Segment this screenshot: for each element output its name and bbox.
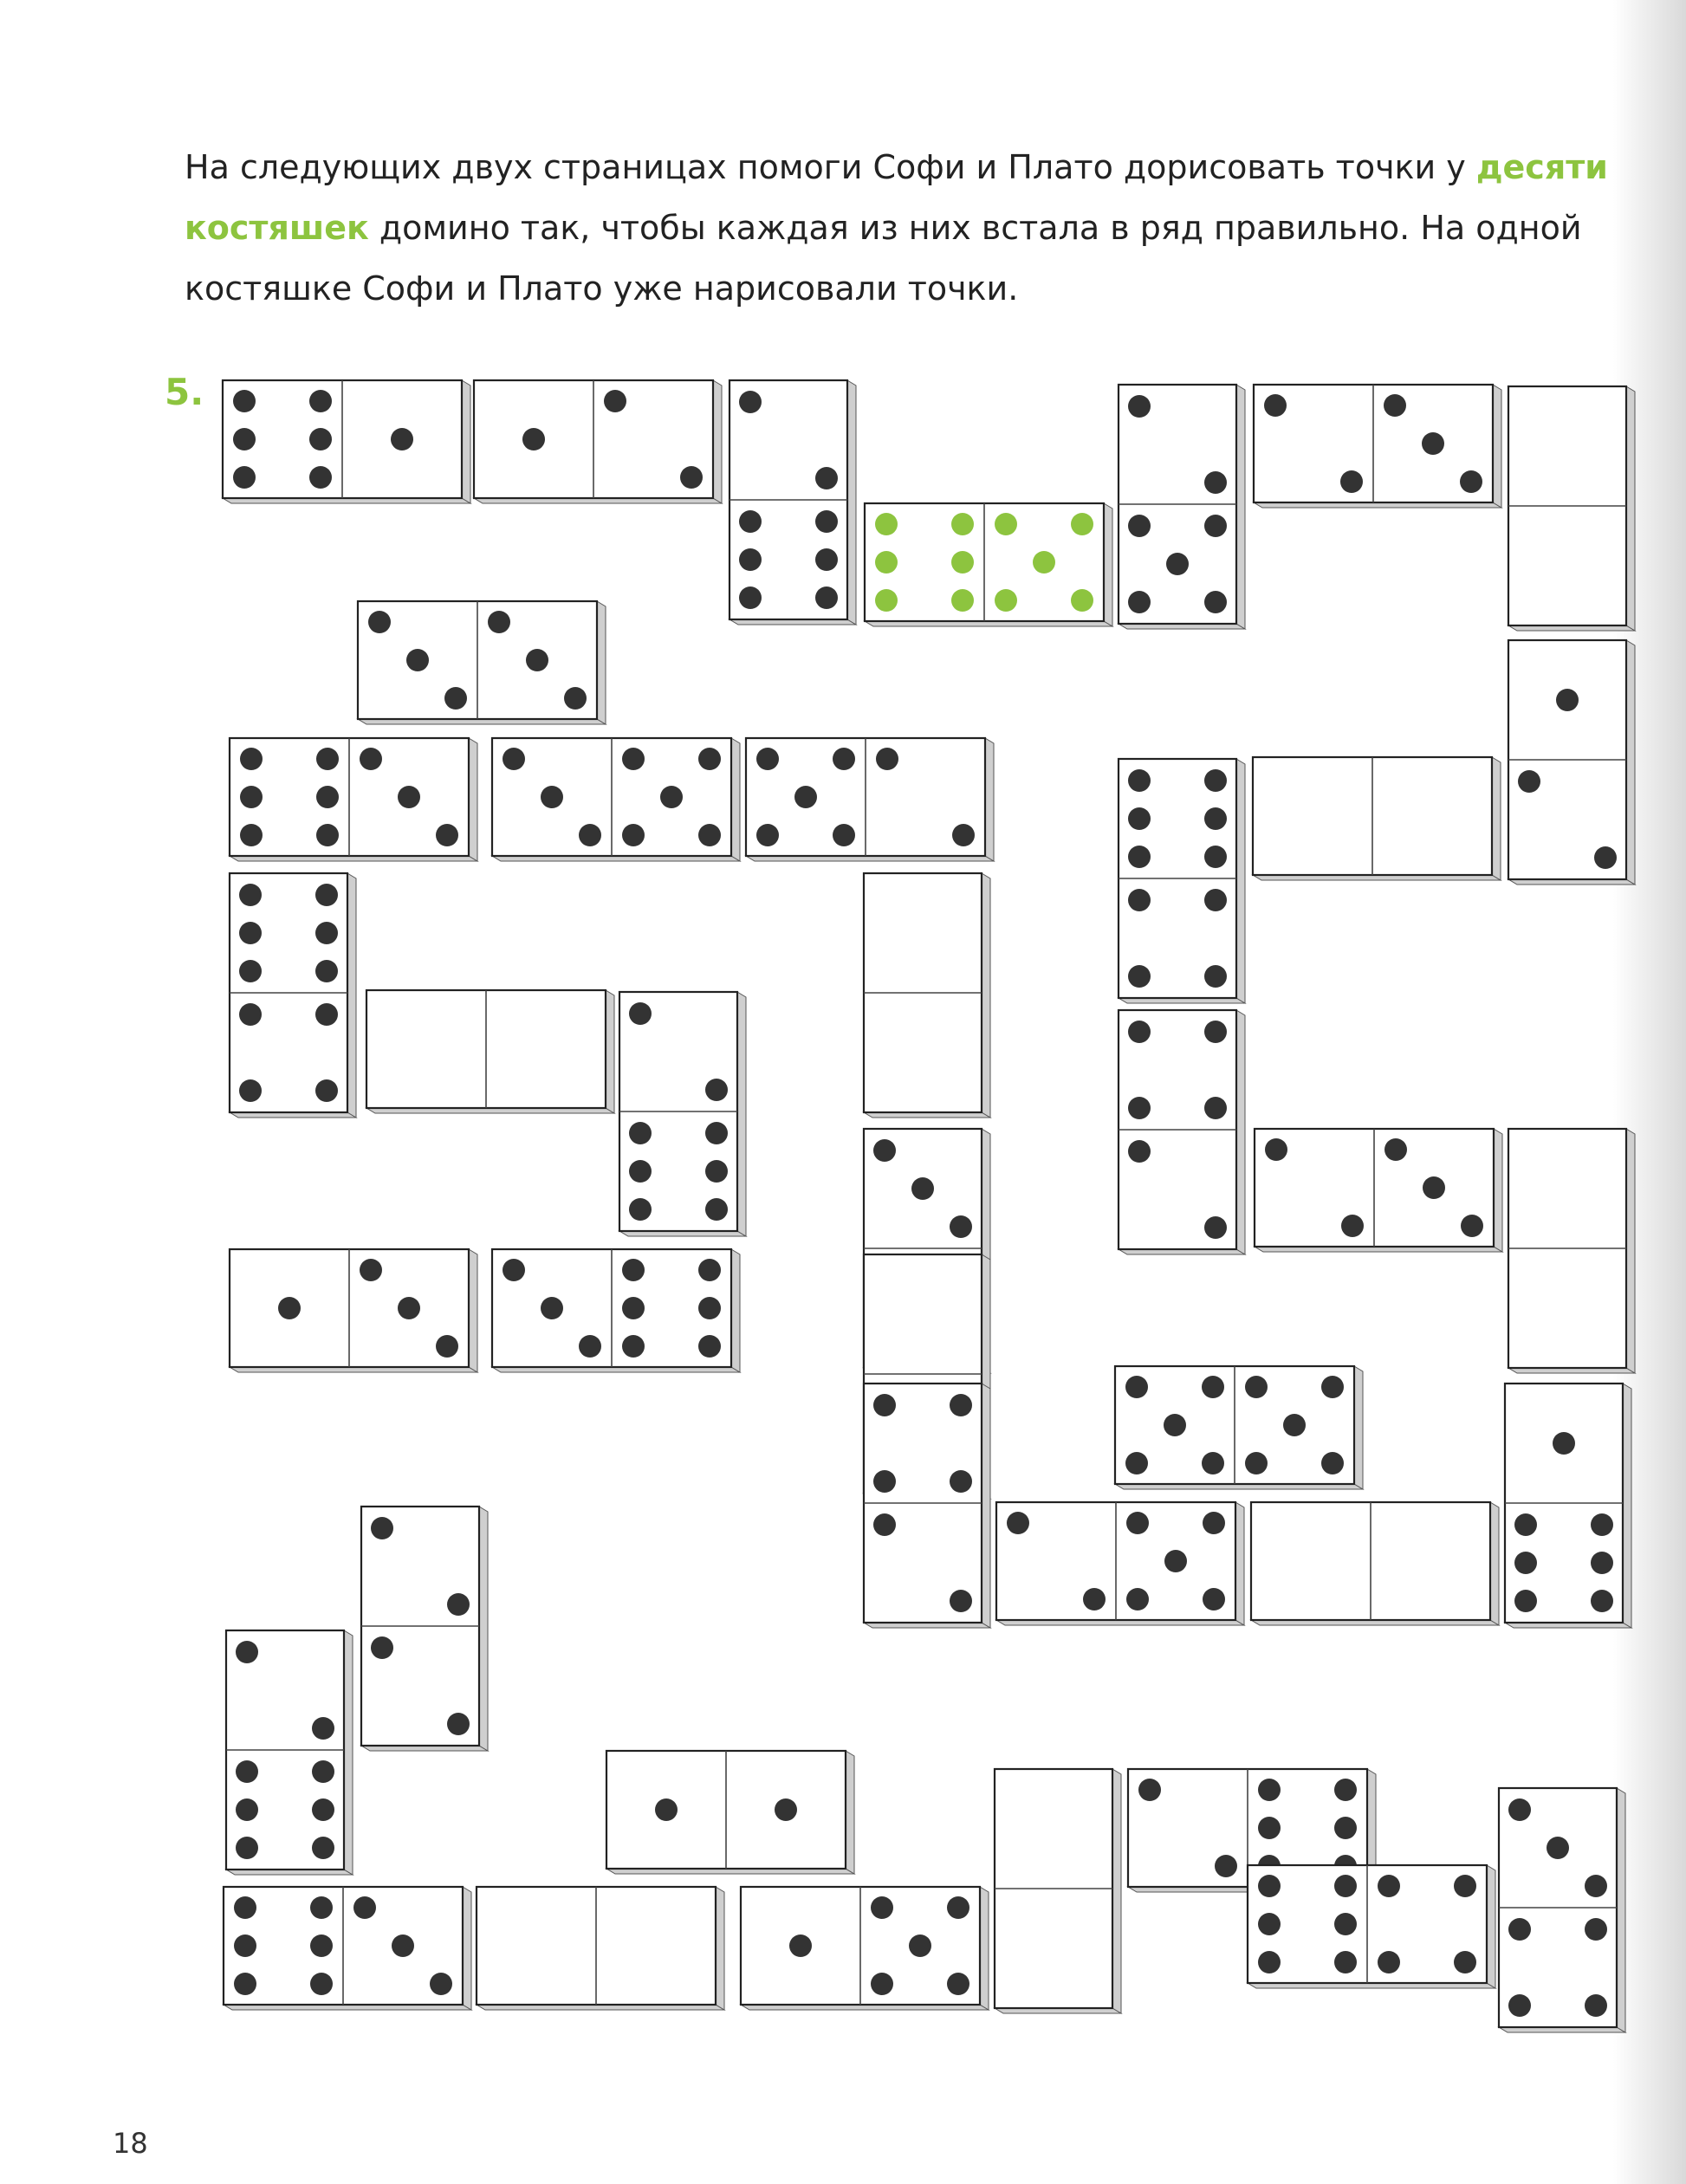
domino-tile[interactable] (1508, 1129, 1635, 1373)
domino-tile[interactable] (864, 1384, 990, 1628)
domino-38-half-b-pip-4 (947, 1973, 969, 1995)
domino-11-half-b-pip-1 (952, 824, 975, 846)
domino-31-half-b-pip-1 (312, 1760, 334, 1783)
domino-20-half-a-pip-0 (873, 1139, 896, 1162)
domino-3-half-a-pip-3 (951, 551, 974, 574)
domino-14-edge-right (347, 873, 356, 1118)
domino-19-half-a-pip-1 (1341, 1215, 1364, 1237)
domino-13-edge-right (1492, 757, 1501, 880)
domino-36-half-a-pip-5 (310, 1973, 333, 1995)
domino-31-half-b-pip-3 (312, 1798, 334, 1821)
domino-2-edge-right (847, 380, 856, 625)
domino-17-half-a-pip-1 (705, 1079, 728, 1101)
domino-tile[interactable] (230, 873, 356, 1118)
domino-2-half-a-pip-0 (739, 391, 762, 413)
domino-tile[interactable] (1248, 1865, 1495, 1988)
domino-39-half-b-pip-3 (1454, 1951, 1476, 1973)
domino-27-half-b-pip-0 (1514, 1513, 1537, 1536)
domino-26-half-a-pip-0 (1125, 1376, 1148, 1398)
domino-tile[interactable] (1499, 1788, 1625, 2032)
domino-0-half-a-pip-3 (309, 428, 332, 450)
domino-3-half-b-pip-3 (995, 589, 1017, 612)
domino-tile[interactable] (223, 380, 470, 503)
domino-1-edge-right (713, 380, 722, 503)
domino-17-half-b-pip-0 (629, 1122, 652, 1144)
domino-9-half-a-pip-0 (240, 748, 263, 770)
domino-14-half-a-pip-3 (315, 922, 338, 944)
domino-4-half-b-pip-2 (1166, 553, 1189, 575)
domino-35-half-a-pip-2 (1585, 1875, 1607, 1897)
domino-39-half-b-pip-1 (1454, 1875, 1476, 1897)
domino-tile[interactable] (730, 380, 856, 625)
domino-2-half-b-pip-0 (739, 510, 762, 533)
domino-10-half-b-pip-4 (698, 824, 721, 846)
domino-5-half-a-pip-0 (1264, 394, 1287, 417)
domino-23-half-b-pip-5 (698, 1335, 721, 1358)
domino-21-edge-right (1626, 1129, 1635, 1373)
domino-2-half-b-pip-3 (815, 548, 838, 571)
domino-34-half-b-pip-2 (1258, 1817, 1281, 1839)
domino-19-half-a-pip-0 (1265, 1138, 1287, 1161)
domino-3-half-b-pip-0 (995, 513, 1017, 535)
domino-39-half-a-pip-0 (1258, 1875, 1281, 1897)
domino-5-half-b-pip-2 (1460, 470, 1482, 493)
domino-31-half-a-pip-1 (312, 1717, 334, 1740)
domino-14-half-a-pip-0 (239, 884, 262, 906)
domino-5-half-a-pip-1 (1340, 470, 1363, 493)
domino-36-edge-right (463, 1887, 471, 2010)
domino-34-half-a-pip-1 (1215, 1855, 1237, 1877)
domino-4-edge-right (1236, 385, 1245, 629)
domino-12-half-a-pip-3 (1204, 807, 1227, 830)
domino-10-half-a-pip-2 (579, 824, 601, 846)
domino-37-edge-right (716, 1887, 724, 2010)
domino-7-edge-right (597, 601, 606, 724)
domino-17-half-b-pip-1 (705, 1122, 728, 1144)
domino-4-half-b-pip-0 (1128, 515, 1151, 537)
domino-23-half-a-pip-2 (579, 1335, 601, 1358)
domino-38-half-b-pip-2 (909, 1934, 931, 1957)
domino-20-half-a-pip-1 (911, 1177, 934, 1200)
domino-12-half-a-pip-2 (1128, 807, 1151, 830)
domino-0-half-a-pip-0 (233, 390, 256, 412)
domino-31-half-b-pip-5 (312, 1837, 334, 1859)
domino-tile[interactable] (1119, 759, 1245, 1003)
domino-tile[interactable] (1508, 640, 1635, 885)
domino-tile[interactable] (1255, 1129, 1502, 1252)
instruction-part-2: домино так, чтобы каждая из них встала в ряд правильно. На одной костяшке Софи и Плато уже нарисовали точки. (185, 209, 1582, 308)
instruction-highlight: десяти костяшек (185, 148, 1608, 247)
domino-25-half-b-pip-0 (873, 1513, 896, 1536)
domino-29-half-b-pip-3 (1126, 1588, 1149, 1610)
domino-10-half-b-pip-2 (660, 786, 683, 808)
domino-26-half-b-pip-2 (1283, 1414, 1306, 1436)
domino-12-half-b-pip-1 (1204, 889, 1227, 911)
domino-14-half-b-pip-1 (315, 1003, 338, 1026)
page-number: 18 (113, 2127, 148, 2160)
domino-12-half-a-pip-4 (1128, 846, 1151, 868)
domino-22-half-b-pip-2 (436, 1335, 458, 1358)
domino-3-half-a-pip-4 (875, 589, 898, 612)
domino-tile[interactable] (1508, 386, 1635, 631)
domino-35-half-a-pip-0 (1508, 1798, 1531, 1821)
domino-31-edge-right (344, 1630, 353, 1875)
domino-39-half-a-pip-2 (1258, 1913, 1281, 1935)
domino-7-half-b-pip-0 (488, 611, 510, 633)
domino-26-half-b-pip-4 (1321, 1452, 1344, 1474)
domino-27-half-b-pip-1 (1591, 1513, 1613, 1536)
domino-33-edge-right (1112, 1769, 1121, 2013)
domino-9-half-b-pip-2 (436, 824, 458, 846)
domino-26-half-b-pip-1 (1321, 1376, 1344, 1398)
domino-32-edge-right (846, 1751, 854, 1874)
domino-tile[interactable] (1115, 1366, 1363, 1489)
domino-38-half-b-pip-3 (871, 1973, 893, 1995)
domino-tile[interactable] (492, 1249, 740, 1372)
domino-5-edge-right (1493, 385, 1501, 508)
domino-4-half-b-pip-3 (1128, 591, 1151, 613)
domino-tile[interactable] (226, 1630, 353, 1875)
domino-10-half-b-pip-0 (622, 748, 645, 770)
domino-23-half-a-pip-1 (541, 1297, 563, 1319)
domino-7-half-a-pip-1 (406, 649, 429, 671)
domino-25-half-a-pip-3 (950, 1470, 972, 1493)
domino-36-half-a-pip-1 (310, 1896, 333, 1919)
domino-36-half-a-pip-3 (310, 1934, 333, 1957)
domino-27-half-b-pip-4 (1514, 1590, 1537, 1612)
domino-tile[interactable] (492, 738, 740, 861)
domino-17-half-b-pip-4 (629, 1198, 652, 1221)
domino-35-half-a-pip-1 (1547, 1837, 1569, 1859)
domino-tile[interactable] (477, 1887, 724, 2010)
domino-3-half-a-pip-1 (951, 513, 974, 535)
domino-17-edge-right (737, 992, 746, 1236)
domino-tile[interactable] (619, 992, 746, 1236)
domino-28-half-a-pip-0 (371, 1517, 393, 1539)
domino-34-half-b-pip-0 (1258, 1779, 1281, 1801)
domino-tile[interactable] (1254, 385, 1501, 508)
domino-3-half-a-pip-5 (951, 589, 974, 612)
domino-8-half-a-pip-0 (1556, 689, 1579, 711)
domino-18-half-a-pip-3 (1204, 1097, 1227, 1119)
domino-8-half-b-pip-0 (1518, 770, 1540, 793)
domino-26-half-a-pip-1 (1202, 1376, 1224, 1398)
domino-36-half-a-pip-4 (234, 1973, 256, 1995)
domino-12-half-b-pip-0 (1128, 889, 1151, 911)
domino-19-half-b-pip-1 (1423, 1176, 1445, 1199)
domino-19-half-b-pip-2 (1461, 1215, 1483, 1237)
domino-9-half-a-pip-3 (316, 786, 339, 808)
domino-14-half-b-pip-3 (315, 1079, 338, 1102)
domino-28-edge-right (479, 1507, 488, 1751)
domino-3-half-a-pip-2 (875, 551, 898, 574)
domino-36-half-b-pip-2 (430, 1973, 452, 1995)
domino-11-half-a-pip-1 (833, 748, 855, 770)
domino-0-edge-right (462, 380, 470, 503)
domino-38-half-b-pip-0 (871, 1896, 893, 1919)
domino-3-half-a-pip-0 (875, 513, 898, 535)
domino-11-half-a-pip-3 (756, 824, 779, 846)
domino-28-half-a-pip-1 (447, 1593, 470, 1616)
domino-22-edge-right (469, 1249, 477, 1372)
domino-29-half-b-pip-2 (1164, 1550, 1187, 1572)
domino-35-edge-right (1617, 1788, 1625, 2032)
domino-tile[interactable] (996, 1502, 1244, 1625)
domino-2-half-b-pip-1 (815, 510, 838, 533)
domino-27-half-b-pip-3 (1591, 1552, 1613, 1574)
domino-17-half-b-pip-2 (629, 1160, 652, 1183)
domino-18-half-a-pip-0 (1128, 1021, 1151, 1043)
domino-1-half-b-pip-0 (604, 390, 626, 412)
domino-0-half-a-pip-5 (309, 466, 332, 489)
domino-27-half-a-pip-0 (1553, 1432, 1575, 1455)
domino-4-half-a-pip-1 (1204, 471, 1227, 494)
domino-29-half-a-pip-1 (1083, 1588, 1106, 1610)
domino-34-half-b-pip-1 (1334, 1779, 1357, 1801)
domino-0-half-a-pip-1 (309, 390, 332, 412)
domino-29-half-b-pip-0 (1126, 1512, 1149, 1534)
domino-25-half-a-pip-0 (873, 1394, 896, 1416)
domino-38-half-b-pip-1 (947, 1896, 969, 1919)
domino-22-half-b-pip-1 (398, 1297, 420, 1319)
domino-29-half-b-pip-4 (1203, 1588, 1225, 1610)
domino-12-half-b-pip-2 (1128, 965, 1151, 988)
domino-23-half-b-pip-1 (698, 1259, 721, 1281)
domino-2-half-a-pip-1 (815, 467, 838, 489)
domino-26-half-a-pip-3 (1125, 1452, 1148, 1474)
domino-32-half-b-pip-0 (775, 1798, 797, 1821)
domino-22-half-b-pip-0 (360, 1259, 382, 1281)
domino-9-half-a-pip-4 (240, 824, 263, 846)
domino-34-half-a-pip-0 (1138, 1779, 1161, 1801)
domino-12-half-a-pip-0 (1128, 769, 1151, 792)
domino-2-half-b-pip-2 (739, 548, 762, 571)
domino-11-half-b-pip-0 (876, 748, 898, 770)
domino-12-half-a-pip-1 (1204, 769, 1227, 792)
domino-10-half-b-pip-1 (698, 748, 721, 770)
domino-10-half-a-pip-1 (541, 786, 563, 808)
domino-1-half-b-pip-1 (680, 466, 703, 489)
domino-26-half-a-pip-4 (1202, 1452, 1224, 1474)
domino-29-edge-right (1235, 1502, 1244, 1625)
domino-7-half-b-pip-1 (526, 649, 548, 671)
domino-23-half-b-pip-4 (622, 1335, 645, 1358)
domino-4-half-a-pip-0 (1128, 395, 1151, 418)
domino-31-half-b-pip-0 (236, 1760, 258, 1783)
domino-18-half-a-pip-2 (1128, 1097, 1151, 1119)
domino-27-half-b-pip-2 (1514, 1552, 1537, 1574)
domino-0-half-a-pip-4 (233, 466, 256, 489)
domino-31-half-b-pip-2 (236, 1798, 258, 1821)
domino-14-half-b-pip-2 (239, 1079, 262, 1102)
domino-0-half-b-pip-0 (391, 428, 413, 450)
domino-9-edge-right (469, 738, 477, 861)
domino-9-half-b-pip-0 (360, 748, 382, 770)
domino-4-half-b-pip-4 (1204, 591, 1227, 613)
domino-tile[interactable] (230, 738, 477, 861)
domino-23-half-b-pip-2 (622, 1297, 645, 1319)
domino-32-half-a-pip-0 (655, 1798, 678, 1821)
domino-tile[interactable] (366, 990, 614, 1113)
domino-9-half-b-pip-1 (398, 786, 420, 808)
domino-11-edge-right (985, 738, 994, 861)
domino-39-half-a-pip-5 (1334, 1951, 1357, 1973)
domino-9-half-a-pip-1 (316, 748, 339, 770)
domino-tile[interactable] (741, 1887, 989, 2010)
domino-tile[interactable] (1505, 1384, 1631, 1628)
domino-26-half-b-pip-3 (1245, 1452, 1268, 1474)
domino-26-half-b-pip-0 (1245, 1376, 1268, 1398)
domino-11-half-a-pip-0 (756, 748, 779, 770)
domino-14-half-a-pip-5 (315, 960, 338, 982)
domino-25-half-b-pip-1 (950, 1590, 972, 1612)
domino-6-edge-right (1626, 386, 1635, 631)
domino-23-edge-right (731, 1249, 740, 1372)
domino-9-half-a-pip-5 (316, 824, 339, 846)
domino-tile[interactable] (358, 601, 606, 724)
domino-17-half-b-pip-3 (705, 1160, 728, 1183)
domino-18-half-b-pip-0 (1128, 1140, 1151, 1163)
exercise-number: 5. (165, 371, 204, 413)
domino-38-half-a-pip-0 (789, 1934, 812, 1957)
domino-19-edge-right (1494, 1129, 1502, 1252)
domino-18-half-a-pip-1 (1204, 1021, 1227, 1043)
domino-11-half-a-pip-4 (833, 824, 855, 846)
domino-8-half-b-pip-1 (1594, 846, 1617, 869)
domino-0-half-a-pip-2 (233, 428, 256, 450)
domino-35-half-b-pip-0 (1508, 1918, 1531, 1941)
domino-22-half-a-pip-0 (278, 1297, 301, 1319)
domino-tile[interactable] (361, 1507, 488, 1751)
domino-10-half-a-pip-0 (503, 748, 525, 770)
domino-26-half-a-pip-2 (1164, 1414, 1186, 1436)
domino-7-half-a-pip-0 (368, 611, 391, 633)
domino-12-half-a-pip-5 (1204, 846, 1227, 868)
domino-36-half-b-pip-1 (392, 1934, 414, 1957)
domino-23-half-a-pip-0 (503, 1259, 525, 1281)
domino-39-half-a-pip-1 (1334, 1875, 1357, 1897)
domino-25-half-a-pip-2 (873, 1470, 896, 1493)
instruction-part-1: На следующих двух страницах помоги Софи и Плато дорисовать точки у (185, 148, 1476, 186)
domino-25-edge-right (982, 1384, 990, 1628)
domino-35-half-b-pip-3 (1585, 1994, 1607, 2017)
domino-29-half-a-pip-0 (1007, 1512, 1029, 1534)
domino-38-edge-right (980, 1887, 989, 2010)
domino-tile[interactable] (230, 1249, 477, 1372)
domino-36-half-b-pip-0 (353, 1896, 376, 1919)
domino-12-edge-right (1236, 759, 1245, 1003)
domino-tile[interactable] (995, 1769, 1121, 2013)
domino-23-half-b-pip-0 (622, 1259, 645, 1281)
domino-23-half-b-pip-3 (698, 1297, 721, 1319)
domino-14-half-a-pip-1 (315, 884, 338, 906)
domino-tile[interactable] (865, 503, 1112, 626)
domino-36-half-a-pip-0 (234, 1896, 256, 1919)
domino-14-half-a-pip-2 (239, 922, 262, 944)
domino-tile[interactable] (474, 380, 722, 503)
domino-39-half-b-pip-2 (1378, 1951, 1400, 1973)
domino-tile[interactable] (1251, 1502, 1499, 1625)
domino-11-half-a-pip-2 (794, 786, 817, 808)
domino-29-half-b-pip-1 (1203, 1512, 1225, 1534)
domino-1-half-a-pip-0 (522, 428, 545, 450)
domino-4-half-b-pip-1 (1204, 515, 1227, 537)
domino-20-half-a-pip-2 (950, 1215, 972, 1238)
domino-9-half-a-pip-2 (240, 786, 263, 808)
domino-39-half-a-pip-4 (1258, 1951, 1281, 1973)
domino-18-half-b-pip-1 (1204, 1216, 1227, 1239)
domino-28-half-b-pip-1 (447, 1713, 470, 1735)
domino-tile[interactable] (864, 873, 990, 1118)
domino-tile[interactable] (224, 1887, 471, 2010)
domino-17-half-b-pip-5 (705, 1198, 728, 1221)
domino-7-half-b-pip-2 (564, 687, 587, 710)
domino-tile[interactable] (746, 738, 994, 861)
domino-7-half-a-pip-2 (444, 687, 467, 710)
domino-27-half-b-pip-5 (1591, 1590, 1613, 1612)
domino-16-edge-right (606, 990, 614, 1113)
domino-30-edge-right (1490, 1502, 1499, 1625)
domino-tile[interactable] (606, 1751, 854, 1874)
domino-tile[interactable] (1119, 1010, 1245, 1254)
domino-12-half-b-pip-3 (1204, 965, 1227, 988)
domino-31-half-a-pip-0 (236, 1641, 258, 1663)
domino-17-half-a-pip-0 (629, 1002, 652, 1025)
domino-19-half-b-pip-0 (1384, 1138, 1407, 1161)
domino-35-half-b-pip-2 (1508, 1994, 1531, 2017)
domino-14-half-b-pip-0 (239, 1003, 262, 1026)
domino-3-half-b-pip-1 (1071, 513, 1093, 535)
domino-26-edge-right (1354, 1366, 1363, 1489)
domino-2-half-b-pip-5 (815, 587, 838, 609)
domino-5-half-b-pip-1 (1422, 432, 1444, 455)
domino-31-half-b-pip-4 (236, 1837, 258, 1859)
domino-18-edge-right (1236, 1010, 1245, 1254)
domino-tile[interactable] (1253, 757, 1501, 880)
domino-39-half-b-pip-0 (1378, 1875, 1400, 1897)
domino-14-half-a-pip-4 (239, 960, 262, 982)
domino-10-half-b-pip-3 (622, 824, 645, 846)
domino-8-edge-right (1626, 640, 1635, 885)
domino-35-half-b-pip-1 (1585, 1918, 1607, 1941)
domino-28-half-b-pip-0 (371, 1636, 393, 1659)
domino-36-half-a-pip-2 (234, 1934, 256, 1957)
domino-3-half-b-pip-4 (1071, 589, 1093, 612)
domino-39-edge-right (1487, 1865, 1495, 1988)
domino-3-half-b-pip-2 (1033, 551, 1055, 574)
domino-25-half-a-pip-1 (950, 1394, 972, 1416)
domino-27-edge-right (1623, 1384, 1631, 1628)
domino-34-half-b-pip-3 (1334, 1817, 1357, 1839)
domino-2-half-b-pip-4 (739, 587, 762, 609)
domino-10-edge-right (731, 738, 740, 861)
domino-5-half-b-pip-0 (1384, 394, 1406, 417)
domino-tile[interactable] (1119, 385, 1245, 629)
domino-39-half-a-pip-3 (1334, 1913, 1357, 1935)
domino-15-edge-right (982, 873, 990, 1118)
domino-3-edge-right (1104, 503, 1112, 626)
